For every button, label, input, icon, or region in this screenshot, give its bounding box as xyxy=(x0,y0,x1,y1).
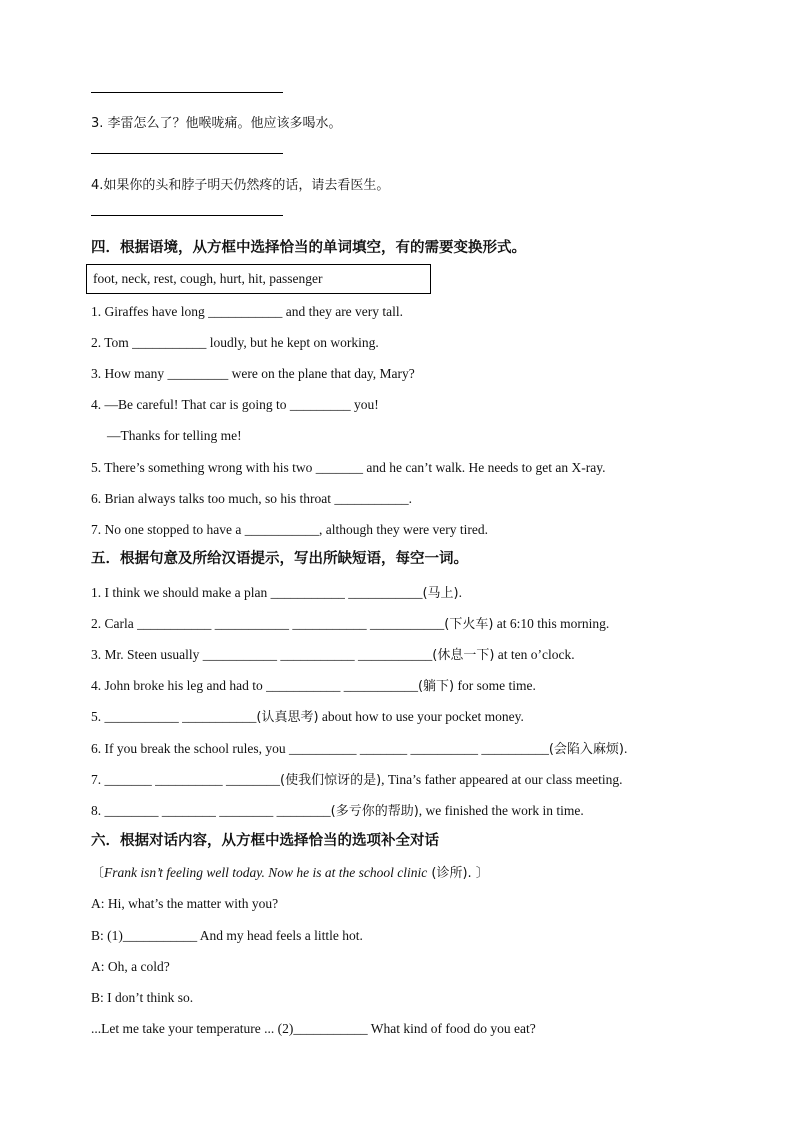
phrase-item-text: 5. ___________ ___________ xyxy=(91,709,257,724)
intro-text: Frank isn’t feeling well today. Now he is at the school clinic xyxy=(104,865,428,880)
phrase-item-text: 8. ________ ________ ________ ________ xyxy=(91,803,331,818)
phrase-item-8 xyxy=(91,802,584,821)
answer-line xyxy=(91,215,283,216)
dialogue-line-3: A: Oh, a cold? xyxy=(91,959,170,974)
phrase-item-5 xyxy=(91,708,524,727)
translation-item-4: 4.如果你的头和脖子明天仍然疼的话，请去看医生。 xyxy=(91,178,390,193)
phrase-tail: . xyxy=(623,741,628,756)
fill-item-7: 7. No one stopped to have a ___________, although they were very tired. xyxy=(91,522,489,537)
phrase-tail: . xyxy=(458,585,462,600)
phrase-item-4 xyxy=(91,677,536,696)
phrase-tail: at ten o’clock. xyxy=(494,647,575,662)
section-heading-5: 五．根据句意及所给汉语提示，写出所缺短语，每空一词。 xyxy=(91,551,468,567)
phrase-item-3 xyxy=(91,646,575,665)
dialogue-line-4: B: I don’t think so. xyxy=(91,990,194,1005)
phrase-hint: (马上) xyxy=(422,586,459,601)
dialogue-line-5: ...Let me take your temperature ... (2)___________ What kind of food do you eat? xyxy=(91,1021,536,1036)
section-heading-6: 六．根据对话内容，从方框中选择恰当的选项补全对话 xyxy=(91,833,439,849)
bracket-close: . 〕 xyxy=(467,866,489,881)
word-box xyxy=(86,264,431,294)
phrase-hint: (使我们惊讶的是) xyxy=(280,773,382,788)
phrase-tail: , Tina’s father appeared at our class meeting. xyxy=(381,772,623,787)
answer-line xyxy=(91,153,283,154)
phrase-hint: (下火车) xyxy=(444,617,494,632)
fill-item-1: 1. Giraffes have long ___________ and they are very tall. xyxy=(91,304,404,319)
phrase-hint: (会陷入麻烦) xyxy=(548,742,624,757)
fill-item-4-reply: —Thanks for telling me! xyxy=(107,428,242,443)
phrase-tail: at 6:10 this morning. xyxy=(493,616,610,631)
fill-item-2: 2. Tom ___________ loudly, but he kept on working. xyxy=(91,335,379,350)
answer-line xyxy=(91,92,283,93)
section-heading-4: 四．根据语境，从方框中选择恰当的单词填空，有的需要变换形式。 xyxy=(91,240,526,256)
bracket-open: 〔 xyxy=(91,866,105,881)
phrase-hint: (多亏你的帮助) xyxy=(330,804,419,819)
phrase-tail: about how to use your pocket money. xyxy=(318,709,524,724)
phrase-item-1 xyxy=(91,584,462,603)
fill-item-5: 5. There’s something wrong with his two _______ and he can’t walk. He needs to get an X-ray. xyxy=(91,460,606,475)
phrase-hint: (躺下) xyxy=(417,679,455,694)
phrase-item-text: 7. _______ __________ ________ xyxy=(91,772,280,787)
intro-hint: (诊所) xyxy=(427,866,468,881)
phrase-item-7 xyxy=(91,771,622,790)
phrase-item-text: 6. If you break the school rules, you __________ _______ __________ __________ xyxy=(91,741,549,756)
fill-item-6: 6. Brian always talks too much, so his throat ___________. xyxy=(91,491,412,506)
phrase-item-2 xyxy=(91,615,609,634)
dialogue-line-1: A: Hi, what’s the matter with you? xyxy=(91,896,279,911)
dialogue-line-2: B: (1)___________ And my head feels a little hot. xyxy=(91,928,363,943)
phrase-item-text: 3. Mr. Steen usually ___________ ___________ ___________ xyxy=(91,647,433,662)
phrase-item-6 xyxy=(91,740,627,759)
fill-item-4: 4. —Be careful! That car is going to _________ you! xyxy=(91,397,379,412)
word-box-text: foot, neck, rest, cough, hurt, hit, passenger xyxy=(93,271,323,286)
dialogue-intro xyxy=(91,864,489,883)
phrase-item-text: 4. John broke his leg and had to ___________ ___________ xyxy=(91,678,418,693)
fill-item-3: 3. How many _________ were on the plane that day, Mary? xyxy=(91,366,415,381)
translation-item-3: 3. 李雷怎么了？他喉咙痛。他应该多喝水。 xyxy=(91,116,342,131)
phrase-hint: (认真思考) xyxy=(256,710,319,725)
phrase-item-text: 2. Carla ___________ ___________ ___________ ___________ xyxy=(91,616,445,631)
phrase-tail: , we finished the work in time. xyxy=(418,803,584,818)
phrase-hint: (休息一下) xyxy=(432,648,495,663)
phrase-item-text: 1. I think we should make a plan ___________ ___________ xyxy=(91,585,423,600)
phrase-tail: for some time. xyxy=(454,678,536,693)
